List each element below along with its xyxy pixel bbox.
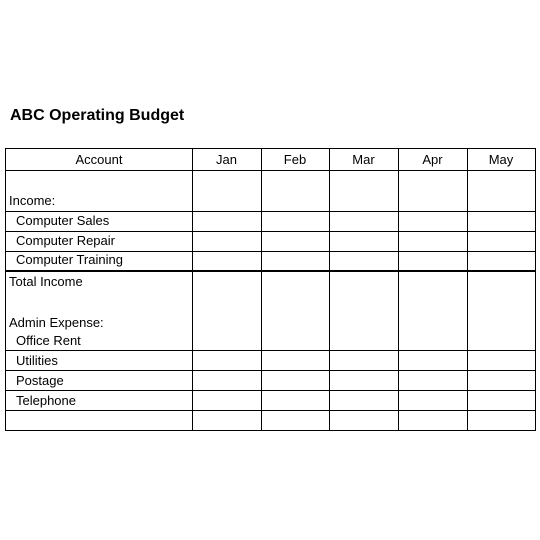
column-divider (192, 149, 193, 430)
header-mar: Mar (352, 152, 375, 167)
row-label-office-rent: Office Rent (16, 333, 81, 348)
row-label-telephone: Telephone (16, 393, 76, 408)
row-label-computer-sales: Computer Sales (16, 213, 110, 228)
column-divider (398, 149, 399, 430)
row-label-computer-repair: Computer Repair (16, 233, 115, 248)
row-label-postage: Postage (16, 373, 64, 388)
column-divider (261, 149, 262, 430)
row-divider (6, 350, 535, 351)
header-may: May (488, 152, 514, 167)
header-feb: Feb (283, 152, 307, 167)
page-title: ABC Operating Budget (10, 107, 185, 124)
row-divider (6, 370, 535, 371)
row-divider (6, 390, 535, 391)
header-jan: Jan (216, 152, 237, 167)
row-divider (6, 410, 535, 411)
column-divider (329, 149, 330, 430)
header-account: Account (75, 152, 123, 167)
income-section-label: Income: (9, 193, 56, 208)
row-divider (6, 170, 535, 171)
row-label-computer-training: Computer Training (16, 252, 123, 267)
column-divider (467, 149, 468, 430)
row-label-total-income: Total Income (9, 274, 83, 289)
row-divider (6, 211, 535, 212)
admin-expense-section-label: Admin Expense: (9, 315, 104, 330)
row-label-utilities: Utilities (16, 353, 58, 368)
row-divider (6, 231, 535, 232)
header-apr: Apr (422, 152, 443, 167)
budget-table (5, 148, 536, 431)
row-divider (6, 270, 535, 272)
